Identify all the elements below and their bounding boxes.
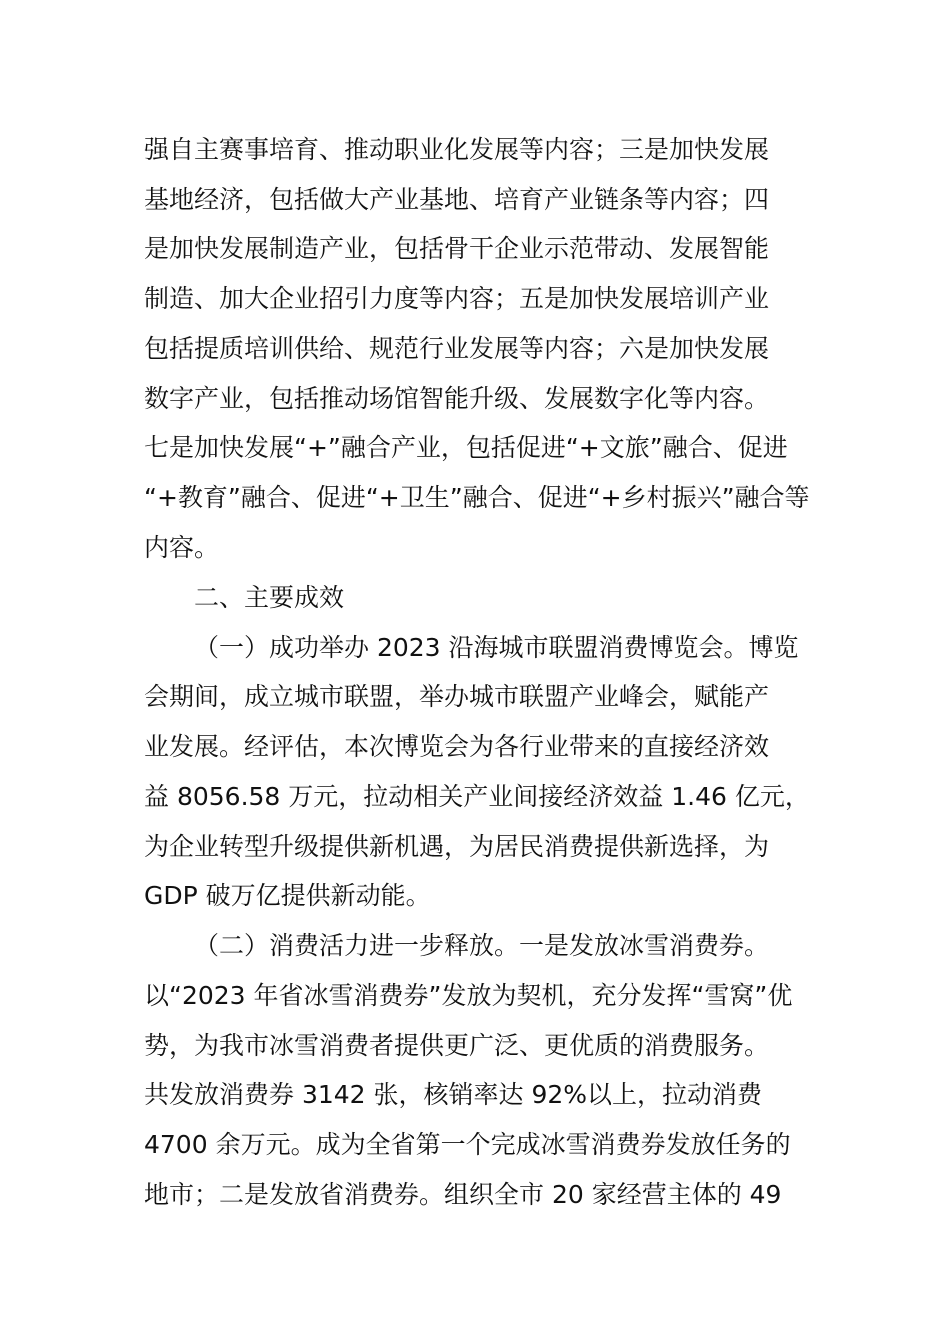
subsection-heading-line: （二）消费活力进一步释放。一是发放冰雪消费券。 [194,931,770,960]
body-text-line: 是加快发展制造产业，包括骨干企业示范带动、发展智能 [144,234,770,263]
body-text-line: “+教育”融合、促进“+卫生”融合、促进“+乡村振兴”融合等 [144,483,810,512]
body-text-line: 势，为我市冰雪消费者提供更广泛、更优质的消费服务。 [144,1031,770,1060]
body-text-line: 基地经济，包括做大产业基地、培育产业链条等内容；四 [144,185,770,214]
body-text-line: GDP 破万亿提供新动能。 [144,881,431,910]
section-heading: 二、主要成效 [194,583,345,612]
body-text-line: 数字产业，包括推动场馆智能升级、发展数字化等内容。 [144,384,770,413]
body-text-line: 强自主赛事培育、推动职业化发展等内容；三是加快发展 [144,135,770,164]
body-text-line: 包括提质培训供给、规范行业发展等内容；六是加快发展 [144,334,770,363]
body-text-line: 4700 余万元。成为全省第一个完成冰雪消费券发放任务的 [144,1130,791,1159]
body-text-line: 益 8056.58 万元，拉动相关产业间接经济效益 1.46 亿元， [144,782,810,811]
body-text-line: 内容。 [144,533,220,562]
body-text-line: 制造、加大企业招引力度等内容；五是加快发展培训产业 [144,284,770,313]
body-text-line: 七是加快发展“+”融合产业，包括促进“+文旅”融合、促进 [144,433,788,462]
body-text-line: 以“2023 年省冰雪消费券”发放为契机，充分发挥“雪窝”优 [144,981,793,1010]
body-text-line: 地市；二是发放省消费券。组织全市 20 家经营主体的 49 [144,1180,782,1209]
body-text-line: 会期间，成立城市联盟，举办城市联盟产业峰会，赋能产 [144,682,770,711]
body-text-line: 共发放消费券 3142 张，核销率达 92%以上，拉动消费 [144,1080,763,1109]
subsection-heading-line: （一）成功举办 2023 沿海城市联盟消费博览会。博览 [194,633,799,662]
body-text-line: 为企业转型升级提供新机遇，为居民消费提供新选择，为 [144,832,770,861]
body-text-line: 业发展。经评估，本次博览会为各行业带来的直接经济效 [144,732,770,761]
